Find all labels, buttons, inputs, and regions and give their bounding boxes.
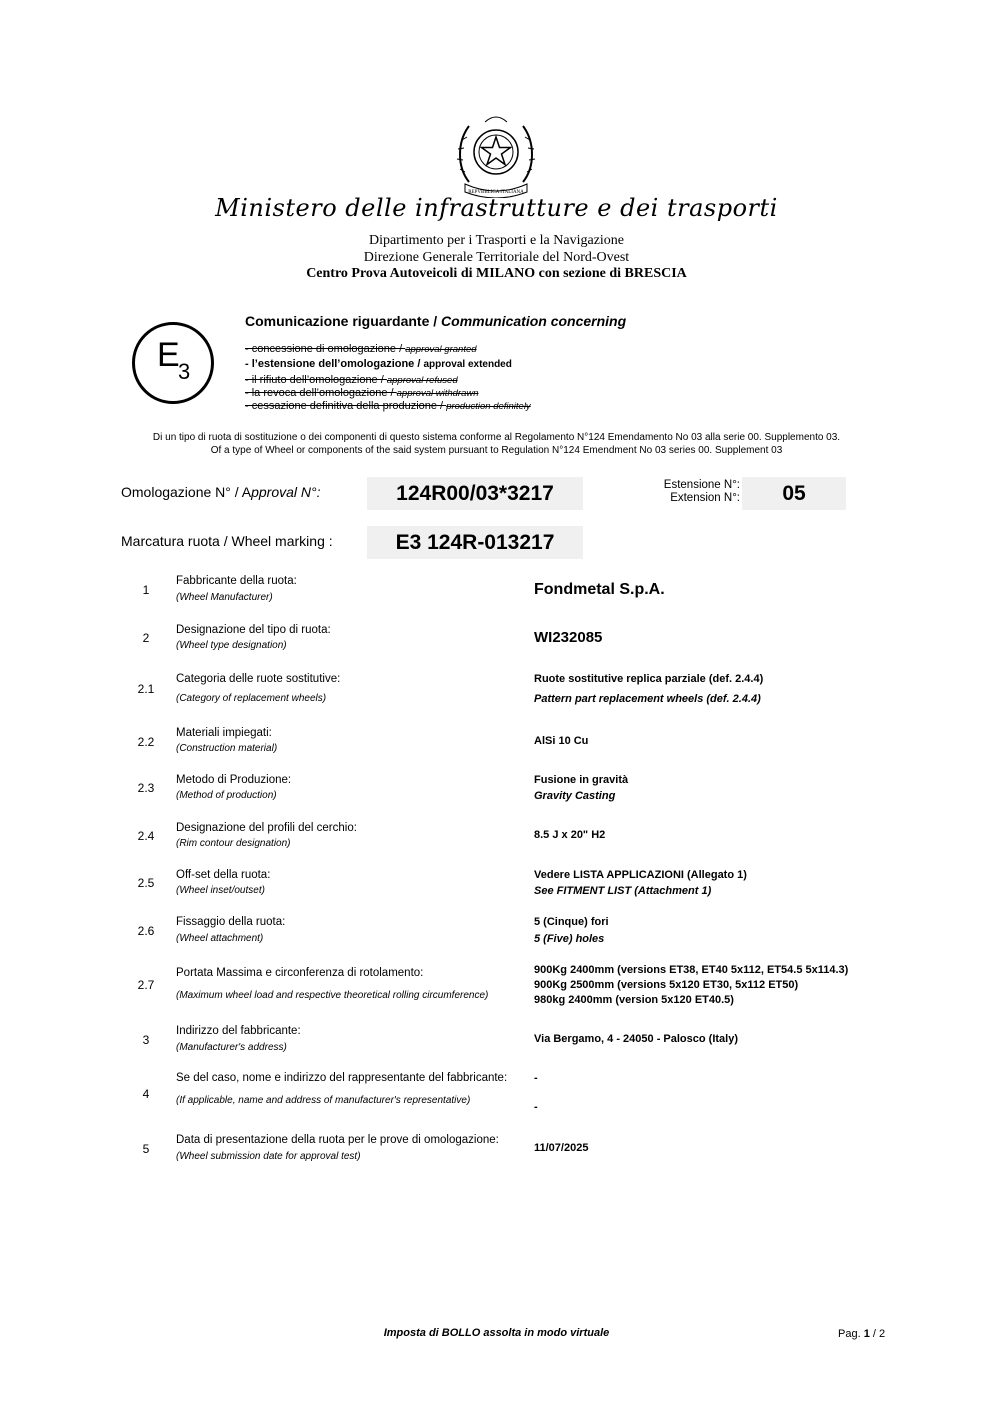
- department-line: Dipartimento per i Trasporti e la Navigazione: [368, 233, 625, 248]
- item-label-en: (Manufacturer's address): [176, 1042, 287, 1053]
- regulation-text-it: Di un tipo di ruota di sostituzione o dei componenti di questo sistema conforme al Regolamento N°124 Emendamento No 03 alla serie 00. Supplemento 03.: [152, 432, 841, 443]
- category-value-it: Ruote sostitutive replica parziale (def. 2.4.4): [534, 673, 764, 685]
- item-label-en: (Wheel submission date for approval test): [176, 1151, 361, 1162]
- representative-value: -: [534, 1072, 538, 1084]
- item-label-en: (Maximum wheel load and respective theoretical rolling circumference): [176, 990, 489, 1001]
- item-number: 2.2: [137, 735, 155, 749]
- load-value-line: 900Kg 2500mm (versions 5x120 ET30, 5x112 ET50): [534, 979, 799, 991]
- item-label-en: (Method of production): [176, 790, 277, 801]
- item-number: 2.6: [137, 924, 155, 938]
- item-number: 4: [142, 1087, 150, 1101]
- item-label-it: Portata Massima e circonferenza di rotolamento:: [176, 967, 424, 979]
- wheel-marking-value: E3 124R-013217: [367, 526, 583, 559]
- option-production-discontinued: - cessazione definitiva della produzione / production definitely: [245, 400, 531, 412]
- option-approval-withdrawn: - la revoca dell’omologazione / approval withdrawn: [245, 387, 479, 399]
- production-method-value-it: Fusione in gravità: [534, 774, 629, 786]
- item-label-it: Categoria delle ruote sostitutive:: [176, 673, 341, 685]
- item-label-it: Metodo di Produzione:: [176, 774, 292, 786]
- item-number: 2.1: [137, 682, 155, 696]
- category-value-en: Pattern part replacement wheels (def. 2.4.4): [534, 693, 761, 705]
- attachment-value-it: 5 (Cinque) fori: [534, 916, 609, 928]
- extension-label: Estensione N°: Extension N°:: [663, 479, 740, 504]
- load-value-line: 980kg 2400mm (version 5x120 ET40.5): [534, 994, 734, 1006]
- directorate-line: Direzione Generale Territoriale del Nord-Ovest: [363, 250, 630, 265]
- item-label-en: (Wheel attachment): [176, 933, 264, 944]
- italian-republic-emblem-icon: [455, 112, 537, 198]
- approval-number-value: 124R00/03*3217: [367, 477, 583, 510]
- item-number: 2.5: [137, 876, 155, 890]
- item-number: 2.3: [137, 781, 155, 795]
- item-label-it: Off-set della ruota:: [176, 869, 271, 881]
- item-number: 2: [142, 631, 150, 645]
- extension-number-value: 05: [742, 477, 846, 510]
- approval-mark-number: 3: [178, 359, 191, 384]
- production-method-value-en: Gravity Casting: [534, 790, 616, 802]
- item-label-it: Designazione del tipo di ruota:: [176, 624, 331, 636]
- regulation-text-en: Of a type of Wheel or components of the said system pursuant to Regulation N°124 Emendment No 03 series 00. Supplement 03: [210, 445, 783, 456]
- item-number: 2.4: [137, 829, 155, 843]
- item-label-en: (Construction material): [176, 743, 278, 754]
- option-approval-granted: - concessione di omologazione / approval granted: [245, 343, 477, 355]
- communication-title: Comunicazione riguardante / Communication concerning: [245, 313, 627, 329]
- rim-contour-value: 8.5 J x 20" H2: [534, 829, 606, 841]
- item-number: 5: [142, 1142, 150, 1156]
- material-value: AlSi 10 Cu: [534, 735, 589, 747]
- item-label-it: Data di presentazione della ruota per le prove di omologazione:: [176, 1134, 499, 1146]
- representative-address-value: -: [534, 1101, 538, 1113]
- attachment-value-en: 5 (Five) holes: [534, 933, 605, 945]
- item-label-en: (Category of replacement wheels): [176, 693, 327, 704]
- item-label-it: Indirizzo del fabbricante:: [176, 1025, 301, 1037]
- wheel-type-value: WI232085: [534, 629, 603, 646]
- item-number: 3: [142, 1033, 150, 1047]
- approval-number-label: Omologazione N° / Approval N°:: [121, 484, 321, 500]
- item-label-it: Fissaggio della ruota:: [176, 916, 286, 928]
- item-number: 1: [142, 583, 150, 597]
- offset-value-en: See FITMENT LIST (Attachment 1): [534, 885, 712, 897]
- item-label-en: (Rim contour designation): [176, 838, 291, 849]
- page-number: Pag. 1 / 2: [838, 1328, 886, 1340]
- approval-mark-letter: E: [157, 336, 180, 374]
- option-approval-refused: - il rifiuto dell’omologazione / approval refused: [245, 374, 458, 386]
- item-label-en: (If applicable, name and address of manufacturer's representative): [176, 1095, 471, 1106]
- ministry-title: Ministero delle infrastrutture e dei trasporti: [215, 194, 778, 222]
- item-label-it: Materiali impiegati:: [176, 727, 272, 739]
- item-label-it: Designazione del profili del cerchio:: [176, 822, 357, 834]
- item-label-it: Fabbricante della ruota:: [176, 575, 297, 587]
- stamp-duty-note: Imposta di BOLLO assolta in modo virtuale: [383, 1327, 610, 1339]
- item-label-en: (Wheel Manufacturer): [176, 592, 273, 603]
- offset-value-it: Vedere LISTA APPLICAZIONI (Allegato 1): [534, 869, 747, 881]
- submission-date-value: 11/07/2025: [534, 1142, 589, 1154]
- item-label-en: (Wheel inset/outset): [176, 885, 265, 896]
- manufacturer-address-value: Via Bergamo, 4 - 24050 - Palosco (Italy): [534, 1033, 738, 1045]
- wheel-marking-label: Marcatura ruota / Wheel marking :: [121, 533, 333, 549]
- option-approval-extended: - l’estensione dell’omologazione / approval extended: [245, 358, 512, 370]
- emblem-ribbon-text: REPVBBLICA ITALIANA: [468, 190, 524, 195]
- item-label-it: Se del caso, nome e indirizzo del rappresentante del fabbricante:: [176, 1072, 508, 1084]
- item-label-en: (Wheel type designation): [176, 640, 287, 651]
- test-centre-line: Centro Prova Autoveicoli di MILANO con sezione di BRESCIA: [306, 266, 687, 281]
- manufacturer-value: Fondmetal S.p.A.: [534, 581, 665, 598]
- item-number: 2.7: [137, 978, 155, 992]
- load-value-line: 900Kg 2400mm (versions ET38, ET40 5x112, ET54.5 5x114.3): [534, 964, 849, 976]
